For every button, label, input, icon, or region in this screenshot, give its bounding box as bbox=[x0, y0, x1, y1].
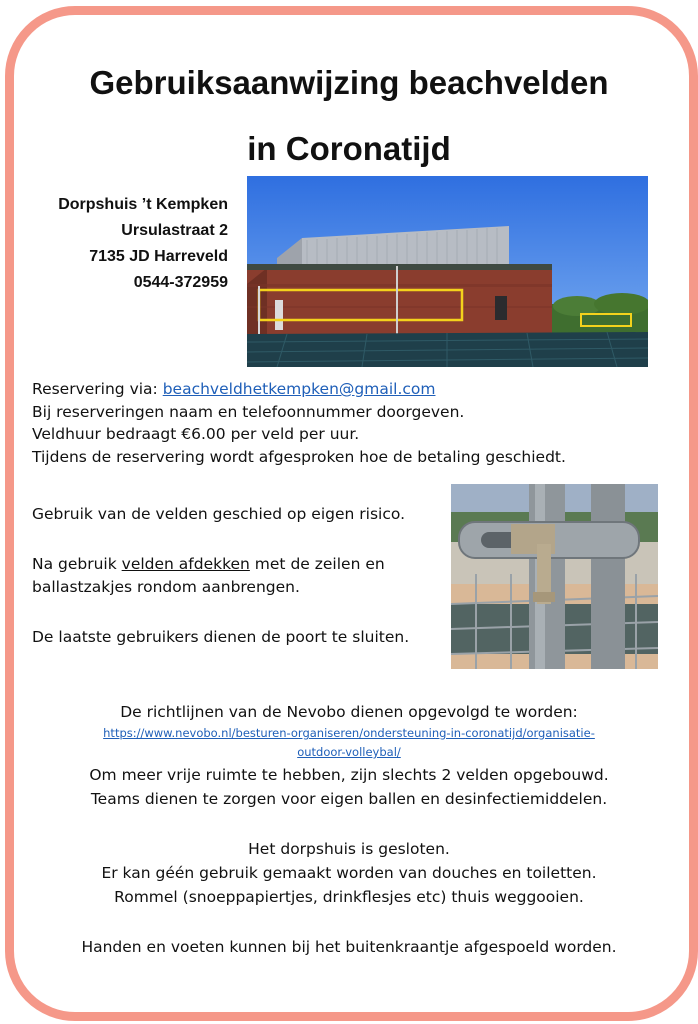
reservation-info-line: Bij reserveringen naam en telefoonnummer doorgeven. bbox=[32, 402, 465, 421]
cover-line-1 bbox=[32, 553, 385, 576]
nevobo-link-line-2[interactable]: outdoor-volleybal/ bbox=[297, 745, 401, 759]
nevobo-link-line-1[interactable]: https://www.nevobo.nl/besturen-organiseren/ondersteuning-in-coronatijd/organisatie- bbox=[103, 726, 595, 740]
litter-line: Rommel (snoeppapiertjes, drinkflesjes etc) thuis weggooien. bbox=[114, 888, 584, 906]
cover-block bbox=[32, 553, 385, 598]
payment-line: Tijdens de reservering wordt afgesproken hoe de betaling geschiedt. bbox=[32, 447, 566, 466]
cover-prefix: Na gebruik bbox=[32, 555, 122, 573]
showers-line: Er kan géén gebruik gemaakt worden van douches en toiletten. bbox=[101, 864, 597, 882]
reservation-line bbox=[32, 378, 566, 401]
title-line-2: in Coronatijd bbox=[247, 130, 451, 167]
cover-suffix: met de zeilen en bbox=[249, 555, 385, 573]
address-city: 7135 JD Harreveld bbox=[89, 248, 228, 265]
address-street: Ursulastraat 2 bbox=[121, 222, 228, 239]
fields-line: Om meer vrije ruimte te hebben, zijn slechts 2 velden opgebouwd. bbox=[89, 766, 609, 784]
teams-line: Teams dienen te zorgen voor eigen ballen en desinfectiemiddelen. bbox=[90, 790, 608, 808]
reservation-block bbox=[32, 378, 566, 468]
closing-line: Handen en voeten kunnen bij het buitenkraantje afgespoeld worden. bbox=[81, 938, 617, 956]
gate-photo bbox=[451, 484, 658, 669]
closed-line: Het dorpshuis is gesloten. bbox=[248, 840, 450, 858]
address-name: Dorpshuis ’t Kempken bbox=[58, 196, 228, 213]
building-photo bbox=[247, 176, 648, 367]
field-rent-line: Veldhuur bedraagt €6.00 per veld per uur. bbox=[32, 425, 360, 443]
cover-line-2: ballastzakjes rondom aanbrengen. bbox=[32, 577, 300, 596]
address-phone: 0544-372959 bbox=[133, 274, 228, 291]
nevobo-intro: De richtlijnen van de Nevobo dienen opgevolgd te worden: bbox=[120, 703, 578, 721]
address-block bbox=[20, 192, 228, 296]
reservation-email-link[interactable]: beachveldhetkempken@gmail.com bbox=[162, 380, 436, 398]
title-line-1: Gebruiksaanwijzing beachvelden bbox=[89, 64, 609, 101]
cover-underlined: velden afdekken bbox=[121, 555, 250, 573]
reservation-prefix: Reservering via: bbox=[32, 380, 163, 398]
risk-text: Gebruik van de velden geschied op eigen risico. bbox=[32, 505, 405, 523]
gate-text: De laatste gebruikers dienen de poort te sluiten. bbox=[32, 628, 410, 646]
